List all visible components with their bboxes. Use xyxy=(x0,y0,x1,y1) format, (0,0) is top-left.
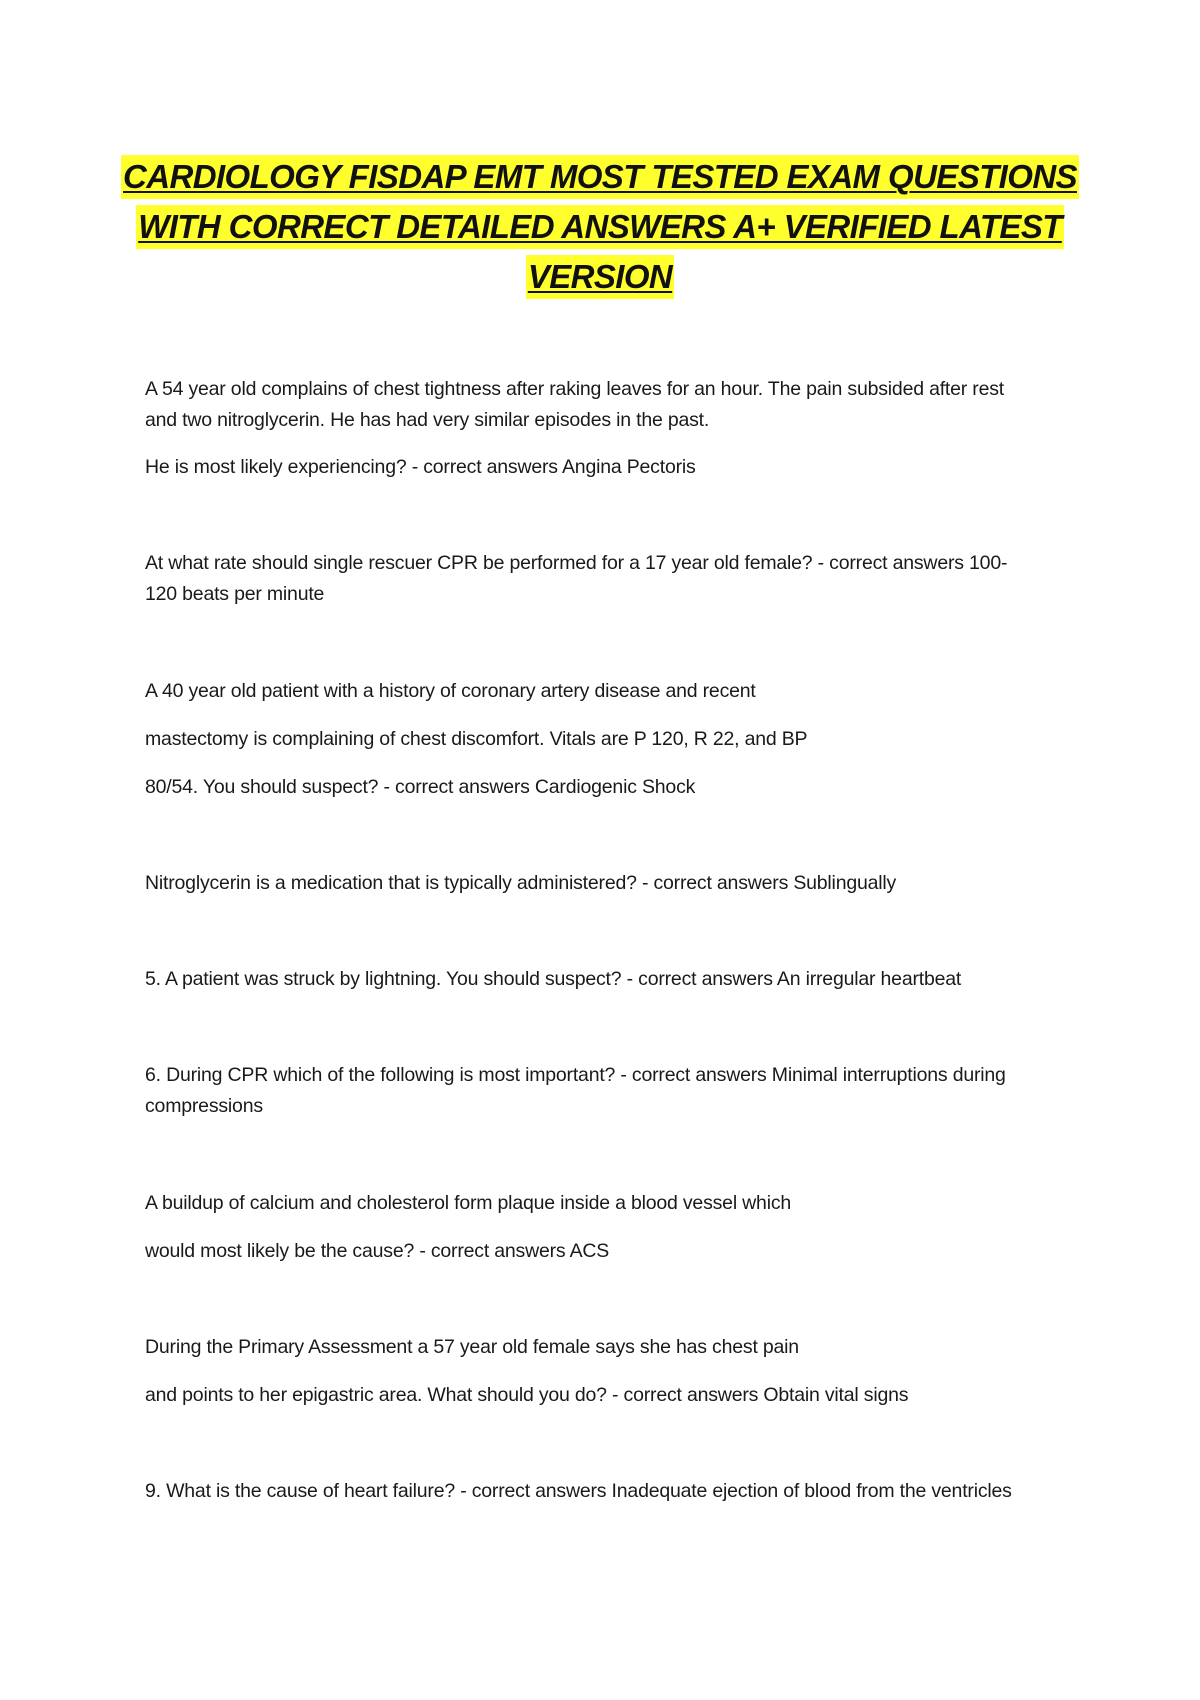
title-line-1: CARDIOLOGY FISDAP EMT MOST TESTED EXAM QUESTIONS xyxy=(121,155,1079,199)
question-line: 6. During CPR which of the following is most important? - correct answers Minimal interruptions during xyxy=(145,1064,1006,1086)
question-line: would most likely be the cause? - correct answers ACS xyxy=(145,1240,610,1262)
question-line: A 40 year old patient with a history of coronary artery disease and recent xyxy=(145,680,756,702)
question-item-3 xyxy=(145,676,807,803)
question-line: At what rate should single rescuer CPR be performed for a 17 year old female? - correct answers 100- xyxy=(145,552,1008,574)
question-item-2 xyxy=(145,548,1007,610)
question-line: and two nitroglycerin. He has had very similar episodes in the past. xyxy=(145,409,710,431)
question-line: mastectomy is complaining of chest discomfort. Vitals are P 120, R 22, and BP xyxy=(145,728,808,750)
question-line: During the Primary Assessment a 57 year old female says she has chest pain xyxy=(145,1336,799,1358)
question-line: Nitroglycerin is a medication that is typically administered? - correct answers Sublingually xyxy=(145,872,897,894)
question-item-7 xyxy=(145,1188,791,1267)
question-item-4 xyxy=(145,868,896,899)
question-line: He is most likely experiencing? - correct answers Angina Pectoris xyxy=(145,456,696,478)
question-line: and points to her epigastric area. What should you do? - correct answers Obtain vital signs xyxy=(145,1384,909,1406)
question-item-5 xyxy=(145,964,961,995)
question-line: 120 beats per minute xyxy=(145,583,325,605)
question-item-8 xyxy=(145,1332,908,1411)
title-line-3: VERSION xyxy=(526,255,674,299)
document-title xyxy=(100,152,1100,302)
question-item-9 xyxy=(145,1476,1012,1507)
title-line-2: WITH CORRECT DETAILED ANSWERS A+ VERIFIED LATEST xyxy=(136,205,1064,249)
question-line: compressions xyxy=(145,1095,263,1117)
question-item-6 xyxy=(145,1060,1006,1122)
question-line: 80/54. You should suspect? - correct answers Cardiogenic Shock xyxy=(145,776,696,798)
question-item-1 xyxy=(145,374,1004,483)
question-line: A 54 year old complains of chest tightness after raking leaves for an hour. The pain subsided after rest xyxy=(145,378,1005,400)
question-line: 9. What is the cause of heart failure? - correct answers Inadequate ejection of blood from the ventricles xyxy=(145,1480,1012,1502)
question-line: A buildup of calcium and cholesterol form plaque inside a blood vessel which xyxy=(145,1192,792,1214)
question-line: 5. A patient was struck by lightning. You should suspect? - correct answers An irregular heartbeat xyxy=(145,968,962,990)
